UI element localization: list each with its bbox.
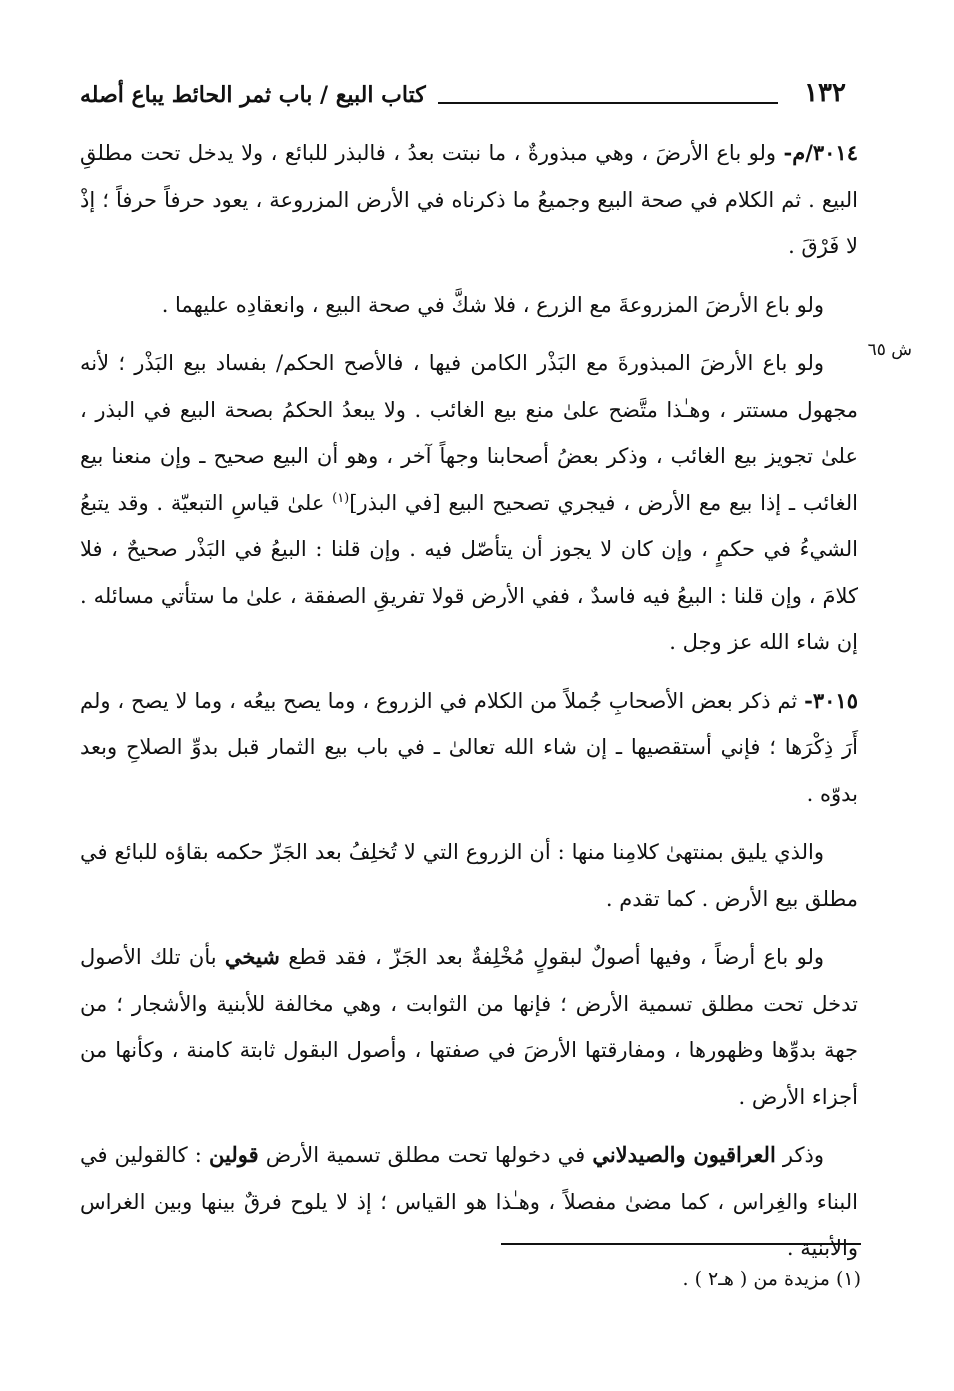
header-rule [438, 102, 778, 104]
paragraph-3015 [80, 678, 858, 818]
paragraph-text: ولو باع أرضاً ، وفيها أصولٌ لبقولٍ مُخْلِفةٌ بعد الجَزّ ، فقد قطع [279, 945, 824, 969]
page-header [80, 76, 846, 120]
margin-manuscript-note: ش ٦٥ [867, 340, 912, 360]
paragraph [80, 1132, 858, 1272]
paragraph-text: ولو باع الأرضَ ، وهي مبذورةٌ ، ما نبتت بعدُ ، فالبذر للبائع ، ولا يدخل تحت مطلقِ البيع . ثم الكلام في صحة البيع وجميعُ ما ذكرناه في الأرض المزروعة ، يعود حرفاً حرفاً ؛ إذْ لا فَرْقَ . [80, 141, 858, 258]
footnote-number: (١) [835, 1268, 861, 1290]
paragraph-number: ٣٠١٤/م- [783, 140, 858, 165]
paragraph-text: والذي يليق بمنتهىٰ كلامِنا منها : أن الزروع التي لا تُخلِفُ بعد الجَزّ حكمه بقاؤه للبائع في مطلق بيع الأرض . كما تقدم . [80, 840, 858, 911]
paragraph-text: وذكر [775, 1143, 825, 1167]
paragraph [80, 340, 858, 666]
paragraph-text: : كالقولين في البناء والغِراس ، كما مضىٰ مفصلاً ، وهـٰذا هو القياس ؛ إذ لا يلوح فرقٌ بينها وبين الغراس والأبنية . [80, 1143, 858, 1260]
paragraph-number: ٣٠١٥- [804, 687, 858, 713]
paragraph-3014 [80, 130, 858, 270]
paragraph-text: ولو باع الأرضَ المزروعةَ مع الزرع ، فلا شكَّ في صحة البيع ، وانعقادِه عليهما . [161, 292, 824, 317]
paragraph-text: بأن تلك الأصول تدخل تحت مطلق تسمية الأرض ؛ فإنها من الثوابت ، وهي مخالفة للأبنية والأشجار ؛ من جهة بدوِّها وظهورها ، ومفارقتها الأرضَ في صفتها ، وأصول البقول ثابتة كامنة ، وكأنها من أجزاء الأرض . [80, 945, 858, 1109]
paragraph [80, 282, 858, 329]
footnote-reference: (١) [332, 490, 350, 506]
paragraph-text: علىٰ قياسِ التبعيّة . وقد يتبعُ الشيءُ في حكمٍ ، وإن كان لا يجوز أن يتأصّل فيه . وإن قلنا : البيعُ في البَذْر صحيحٌ ، فلا كلامَ ، وإن قلنا : البيعُ فيه فاسدٌ ، ففي الأرض قولا تفريقِ الصفقة ، علىٰ ما ستأتي مسائله . إن شاء الله عز وجل . [80, 490, 858, 654]
scholar-name: العراقيون والصيدلاني [592, 1142, 776, 1167]
paragraph [80, 829, 858, 922]
paragraph-text: ولو باع الأرضَ المبذورةَ مع البَذْر الكامن فيها ، فالأصح الحكم/ بفساد بيع البَذْر ؛ لأنه مجهول مستتر ، وهـٰذا متَّضح علىٰ منع بيع الغائب . ولا يبعدُ الحكمُ بصحة البيع في البذر ، علىٰ تجويز بيع الغائب ، وذكر بعضُ أصحابنا وجهاً آخر ، وهو أن البيع صحيح ـ وإن منعنا بيع الغائب ـ إذا بيع مع الأرض ، فيجري تصحيح البيع [في البذر] [80, 351, 859, 515]
paragraph [80, 934, 858, 1120]
footnote [161, 1268, 861, 1290]
page-number: ١٣٢ [804, 78, 846, 108]
main-text [80, 130, 858, 1284]
footnote-separator [501, 1243, 861, 1245]
footnote-text: مزيدة من ( هـ٢ ) . [682, 1268, 830, 1290]
scholar-name: شيخي [224, 944, 280, 969]
running-title: كتاب البيع / باب ثمر الحائط يباع أصله [80, 82, 426, 108]
emphasis-term: قولين [209, 1142, 259, 1167]
paragraph-text: في دخولها تحت مطلق تسمية الأرض [258, 1143, 593, 1167]
paragraph-text: ثم ذكر بعض الأصحابِ جُملاً من الكلام في الزروع ، وما يصح بيعُه ، وما لا يصح ، ولم أَرَ ذِكْرَها ؛ فإني أستقصيها ـ إن شاء الله تعالىٰ ـ في باب بيع الثمار قبل بدوِّ الصلاحِ وبعد بدوّه . [80, 688, 858, 806]
